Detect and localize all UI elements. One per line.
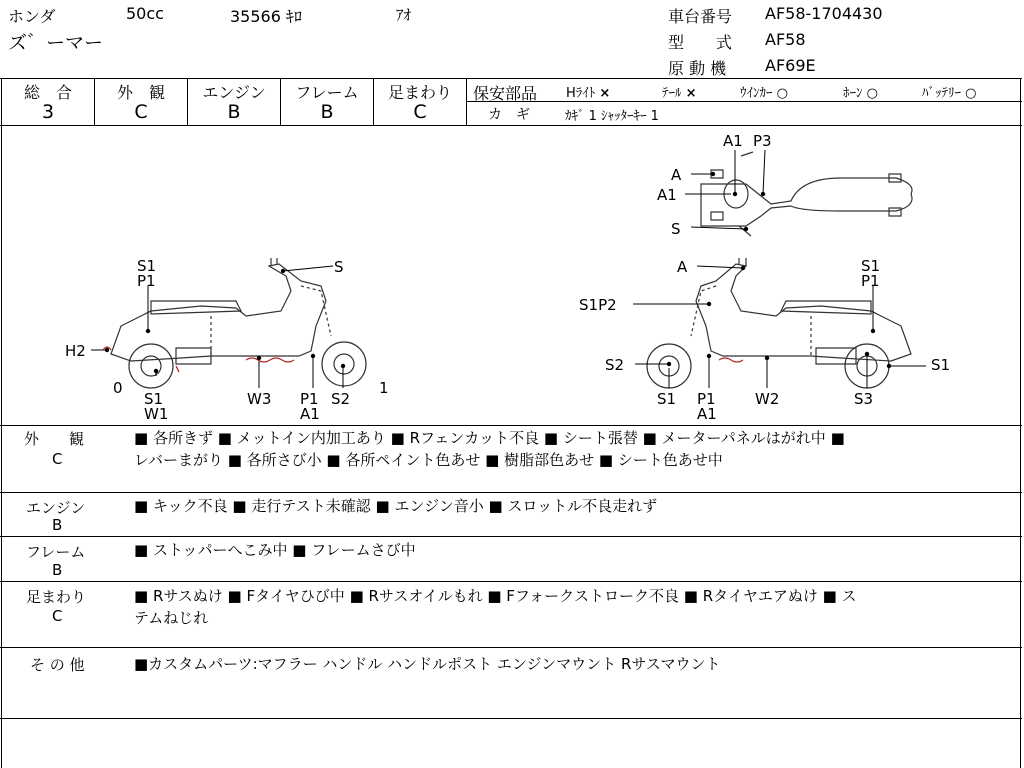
mileage: 35566 ｷﾛ: [230, 7, 302, 26]
detail-grade: C: [52, 607, 63, 625]
detail-line: テムねじれ: [134, 609, 209, 627]
diagram-label: A: [671, 166, 682, 184]
diagram-label: W1: [144, 405, 169, 423]
safety-item-tail: [662, 82, 697, 101]
safety-item-horn: [843, 82, 878, 101]
key-label: カ ギ: [488, 107, 530, 123]
top-view-diagram: [701, 152, 912, 236]
detail-label: 足まわり: [26, 588, 87, 606]
divider: [0, 536, 1022, 537]
detail-label: エンジン: [26, 499, 86, 517]
model-name: ズ゛ーマー: [8, 32, 104, 54]
detail-label: 外 観: [24, 430, 85, 448]
divider: [0, 492, 1022, 493]
grade-label-overall: 総 合: [23, 83, 72, 102]
grade-value-suspension: C: [413, 101, 427, 123]
color: ｱｵ: [396, 6, 412, 24]
diagram-label: H2: [65, 342, 86, 360]
diagram-label: S1: [861, 257, 881, 275]
safety-item-name: ﾊﾞｯﾃﾘｰ: [922, 86, 961, 101]
frame-no-label: 車台番号: [668, 7, 733, 26]
safety-item-battery: [922, 82, 976, 101]
safety-item-winker: [740, 82, 788, 101]
frame-no: AF58-1704430: [765, 4, 883, 23]
diagram-label: S2: [331, 390, 351, 408]
safety-item-name: ﾎｰﾝ: [843, 86, 863, 101]
diagram-label: S: [334, 258, 344, 276]
grade-value-frame: B: [320, 101, 334, 123]
safety-label: 保安部品: [473, 84, 538, 103]
divider: [466, 78, 467, 125]
detail-label: フレーム: [26, 543, 86, 561]
detail-line: レバーまがり ■ 各所さび小 ■ 各所ペイント色あせ ■ 樹脂部色あせ ■ シート色あせ中: [134, 451, 723, 469]
diagram-label: S: [671, 220, 681, 238]
divider: [0, 718, 1022, 719]
diagram-label: S1: [137, 257, 157, 275]
diagram-label: S1: [657, 390, 677, 408]
diagram-label: W2: [755, 390, 780, 408]
safety-item-name: ｳｲﾝｶｰ: [740, 86, 773, 101]
grade-label-suspension: 足まわり: [387, 83, 452, 102]
grade-value-engine: B: [227, 101, 241, 123]
circle-mark-icon: ○: [965, 86, 977, 101]
engine-label: 原 動 機: [668, 59, 727, 78]
type-value: AF58: [765, 30, 806, 49]
safety-item-name: Hﾗｲﾄ: [566, 86, 596, 101]
detail-label: そ の 他: [30, 656, 85, 674]
grade-label-engine: エンジン: [202, 83, 266, 102]
diagram-label: A1: [723, 132, 743, 150]
diagram-label: P1: [861, 272, 880, 290]
detail-line: ■ ストッパーへこみ中 ■ フレームさび中: [134, 541, 416, 559]
diagram-label: P1: [137, 272, 156, 290]
safety-item-name: ﾃｰﾙ: [662, 86, 682, 101]
grade-value-exterior: C: [134, 101, 148, 123]
diagram-label: S2: [605, 356, 625, 374]
diagram-label: 0: [113, 379, 123, 397]
diagram-label: A1: [657, 186, 677, 204]
diagram-label: A: [677, 258, 688, 276]
divider: [0, 425, 1022, 426]
diagram-label: S3: [854, 390, 874, 408]
detail-grade: B: [52, 561, 63, 579]
diagram-label: S1: [144, 390, 164, 408]
diagram-label: S1P2: [579, 296, 617, 314]
detail-grade: B: [52, 516, 63, 534]
detail-line: ■カスタムパーツ:マフラー ハンドル ハンドルポスト エンジンマウント Rサスマウント: [134, 655, 721, 673]
diagram-label: P1: [300, 390, 319, 408]
detail-line: ■ Rサスぬけ ■ Fタイヤひび中 ■ Rサスオイルもれ ■ Fフォークストローク不良 ■ Rタイヤエアぬけ ■ ス: [134, 587, 857, 605]
damage-diagram: [1, 126, 1021, 426]
detail-line: ■ 各所きず ■ メットイン内加工あり ■ Rフェンカット不良 ■ シート張替 ■ メーターパネルはがれ中 ■: [134, 429, 845, 447]
safety-item-headlight: [566, 82, 610, 101]
divider: [0, 78, 1022, 79]
diagram-label: S1: [931, 356, 951, 374]
circle-mark-icon: ○: [776, 86, 788, 101]
type-label: 型 式: [668, 33, 733, 52]
engine-value: AF69E: [765, 56, 816, 75]
diagram-label: A1: [697, 405, 717, 423]
cross-mark-icon: ×: [599, 86, 611, 101]
divider: [0, 581, 1022, 582]
detail-line: ■ キック不良 ■ 走行テスト未確認 ■ エンジン音小 ■ スロットル不良走れず: [134, 497, 658, 515]
divider: [466, 101, 1022, 102]
diagram-label: W3: [247, 390, 272, 408]
grade-label-frame: フレーム: [295, 83, 359, 102]
divider: [0, 647, 1022, 648]
diagram-label: P1: [697, 390, 716, 408]
key-value: ｶｷﾞ 1 ｼｬｯﾀｰｷｰ 1: [565, 109, 659, 124]
displacement: 50cc: [126, 4, 164, 23]
circle-mark-icon: ○: [866, 86, 878, 101]
detail-grade: C: [52, 450, 63, 468]
diagram-label: 1: [379, 379, 389, 397]
diagram-label: P3: [753, 132, 772, 150]
grade-label-exterior: 外 観: [116, 83, 165, 102]
diagram-label: A1: [300, 405, 320, 423]
cross-mark-icon: ×: [685, 86, 697, 101]
grade-value-overall: 3: [41, 101, 55, 123]
maker: ホンダ: [8, 7, 56, 26]
